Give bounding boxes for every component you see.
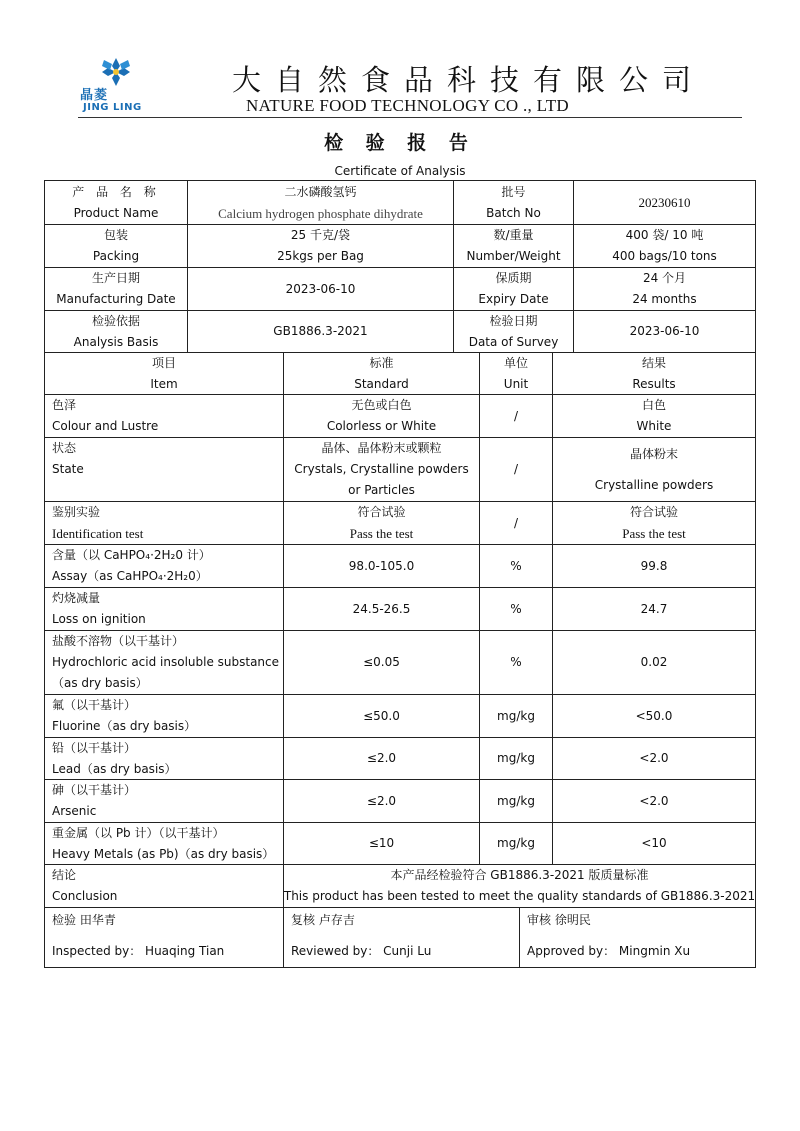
- inspected-by: [45, 908, 283, 967]
- standard-header-cn: 标准: [369, 355, 394, 370]
- result-cn: 符合试验: [629, 505, 678, 519]
- unit-value: mg/kg: [497, 793, 535, 808]
- conclusion-label-en: Conclusion: [52, 889, 118, 903]
- standard-en: Colorless or White: [326, 419, 437, 433]
- packing-label: [45, 225, 187, 267]
- batch-no-label: [453, 181, 573, 224]
- conclusion-text: [283, 865, 755, 907]
- inspector-en: Inspected by： Huaqing Tian: [52, 944, 225, 958]
- unit-value: mg/kg: [497, 708, 535, 723]
- test-row: [45, 779, 755, 822]
- header-rule: [78, 117, 742, 118]
- test-standard: [283, 780, 479, 822]
- test-unit: [479, 738, 552, 779]
- survey-label-en: Data of Survey: [468, 334, 559, 349]
- product-value-cn: 二水磷酸氢钙: [284, 184, 357, 199]
- test-unit: [479, 545, 552, 587]
- item-name-en: Identification test: [52, 526, 144, 541]
- product-label-en: Product Name: [73, 205, 159, 220]
- test-item: [45, 780, 283, 822]
- mfg-label-cn: 生产日期: [91, 271, 140, 285]
- column-header-unit: [479, 353, 552, 394]
- test-standard: [283, 823, 479, 864]
- standard-cn: 晶体、晶体粉末或颗粒: [321, 441, 442, 455]
- test-row: [45, 394, 755, 437]
- test-table-header: [45, 352, 755, 394]
- unit-value: mg/kg: [497, 751, 535, 765]
- test-item: [45, 695, 283, 737]
- approved-by: [519, 908, 755, 967]
- standard-value: ≤0.05: [363, 655, 400, 669]
- unit-value: /: [513, 515, 519, 530]
- unit-value: mg/kg: [497, 836, 535, 850]
- unit-value: %: [510, 558, 522, 573]
- number-label-cn: 数/重量: [493, 228, 534, 242]
- standard-cn: 符合试验: [357, 505, 406, 519]
- number-weight-label: [453, 225, 573, 267]
- info-row-basis: [45, 310, 755, 352]
- expiry-label-en: Expiry Date: [478, 292, 549, 306]
- results-header-en: Results: [632, 376, 676, 391]
- test-result: [552, 823, 755, 864]
- batch-label-cn: 批号: [501, 184, 526, 199]
- test-unit: [479, 438, 552, 501]
- batch-label-en: Batch No: [486, 205, 541, 220]
- test-result: [552, 502, 755, 544]
- test-result: [552, 395, 755, 437]
- approver-cn: 审核 徐明民: [527, 913, 591, 927]
- number-label-en: Number/Weight: [466, 249, 561, 263]
- item-name-cn: 含量（以 CaHPO₄·2H₂0 计）: [52, 548, 211, 562]
- result-value: 24.7: [640, 601, 668, 616]
- logo-chinese-text: 晶菱: [80, 88, 109, 103]
- packing-label-en: Packing: [92, 249, 140, 263]
- packing-value: [187, 225, 453, 267]
- basis-value: GB1886.3-2021: [273, 324, 368, 338]
- result-value: <2.0: [639, 793, 669, 808]
- reviewer-en: Reviewed by： Cunji Lu: [291, 944, 432, 958]
- item-name-en: Arsenic: [52, 804, 97, 818]
- test-item: [45, 545, 283, 587]
- result-cn: 白色: [641, 398, 666, 412]
- logo-english-text: JING LING: [83, 102, 142, 113]
- expiry-date-label: [453, 268, 573, 310]
- standard-value: ≤2.0: [366, 793, 397, 808]
- survey-date-value: [573, 311, 755, 352]
- test-row: [45, 630, 755, 694]
- basis-label-en: Analysis Basis: [73, 334, 159, 349]
- reviewer-cn: 复核 卢存吉: [291, 913, 355, 927]
- item-name-en: Colour and Lustre: [52, 419, 159, 433]
- product-label-cn: 产 品 名 称: [72, 184, 160, 199]
- test-row: [45, 694, 755, 737]
- survey-value: 2023-06-10: [629, 324, 700, 338]
- product-value-en: Calcium hydrogen phosphate dihydrate: [218, 205, 423, 221]
- expiry-value-cn: 24 个月: [642, 271, 687, 285]
- conclusion-text-cn: 本产品经检验符合 GB1886.3-2021 版质量标准: [390, 868, 649, 882]
- standard-cn: 无色或白色: [351, 398, 412, 412]
- standard-en-cont: or Particles: [348, 483, 415, 497]
- unit-value: /: [513, 462, 519, 476]
- test-result: [552, 631, 755, 694]
- certificate-table: [44, 180, 756, 968]
- test-standard: [283, 395, 479, 437]
- item-name-cn: 氟（以干基计）: [52, 698, 137, 712]
- item-name-en: Assay（as CaHPO₄·2H₂0）: [52, 569, 208, 583]
- approver-en: Approved by： Mingmin Xu: [527, 944, 691, 958]
- packing-value-cn: 25 千克/袋: [290, 228, 351, 242]
- test-standard: [283, 545, 479, 587]
- test-standard: [283, 695, 479, 737]
- result-en: Pass the test: [622, 526, 686, 541]
- conclusion-text-en: This product has been tested to meet the quality standards of GB1886.3-2021: [283, 889, 756, 903]
- item-name-en: Heavy Metals (as Pb)（as dry basis）: [52, 846, 275, 861]
- item-name-cn: 状态: [52, 441, 77, 455]
- test-unit: [479, 395, 552, 437]
- number-weight-value: [573, 225, 755, 267]
- test-unit: [479, 780, 552, 822]
- test-standard: [283, 502, 479, 544]
- result-value: <50.0: [635, 708, 673, 723]
- test-unit: [479, 823, 552, 864]
- standard-value: ≤10: [368, 836, 395, 850]
- test-unit: [479, 588, 552, 630]
- unit-value: %: [510, 601, 522, 616]
- item-name-en: Lead（as dry basis）: [52, 761, 177, 776]
- column-header-standard: [283, 353, 479, 394]
- conclusion-label-cn: 结论: [52, 868, 77, 882]
- analysis-basis-value: [187, 311, 453, 352]
- standard-value: 24.5-26.5: [352, 601, 411, 616]
- test-unit: [479, 502, 552, 544]
- result-value: 0.02: [640, 655, 668, 669]
- standard-value: ≤2.0: [366, 751, 397, 765]
- test-item: [45, 502, 283, 544]
- unit-header-cn: 单位: [503, 355, 528, 370]
- info-row-product: [45, 181, 755, 224]
- result-en: White: [636, 419, 672, 433]
- test-unit: [479, 631, 552, 694]
- mfg-value: 2023-06-10: [285, 281, 356, 296]
- item-header-en: Item: [150, 376, 178, 391]
- item-name-en: State: [52, 462, 84, 476]
- test-item: [45, 823, 283, 864]
- basis-label-cn: 检验依据: [91, 313, 140, 328]
- batch-no-value: [573, 181, 755, 224]
- test-item: [45, 438, 283, 501]
- test-result: [552, 695, 755, 737]
- column-header-results: [552, 353, 755, 394]
- test-row: [45, 437, 755, 501]
- item-name-cn: 铅（以干基计）: [52, 740, 137, 755]
- item-header-cn: 项目: [151, 355, 176, 370]
- item-name-en: Fluorine（as dry basis）: [52, 719, 197, 733]
- item-name-en: Hydrochloric acid insoluble substance: [52, 655, 280, 669]
- item-name-en-cont: （as dry basis）: [52, 676, 148, 690]
- test-item: [45, 588, 283, 630]
- unit-value: %: [510, 655, 522, 669]
- test-row: [45, 737, 755, 779]
- mfg-label-en: Manufacturing Date: [56, 292, 176, 306]
- test-item: [45, 631, 283, 694]
- company-name-english: NATURE FOOD TECHNOLOGY CO ., LTD: [246, 96, 570, 115]
- result-value: 99.8: [640, 558, 668, 573]
- conclusion-label: [45, 865, 283, 907]
- standard-en: Crystals, Crystalline powders: [294, 462, 469, 476]
- product-name-label: [45, 181, 187, 224]
- test-item: [45, 738, 283, 779]
- survey-date-label: [453, 311, 573, 352]
- company-name-chinese: 大自然食品科技有限公司: [232, 63, 706, 97]
- signature-row: [45, 907, 755, 967]
- number-value-cn: 400 袋/ 10 吨: [625, 228, 704, 242]
- test-result: [552, 545, 755, 587]
- item-name-cn: 灼烧减量: [52, 591, 101, 605]
- info-row-packing: [45, 224, 755, 267]
- unit-value: /: [513, 408, 519, 423]
- result-en: Crystalline powders: [594, 477, 714, 492]
- standard-en: Pass the test: [349, 526, 414, 541]
- test-row: [45, 501, 755, 544]
- item-name-en: Loss on ignition: [52, 612, 146, 626]
- test-item: [45, 395, 283, 437]
- report-title-chinese: 检 验 报 告: [324, 132, 476, 154]
- standard-header-en: Standard: [354, 376, 409, 391]
- item-name-cn: 鉴别实验: [52, 505, 101, 519]
- report-title-english: Certificate of Analysis: [334, 164, 466, 178]
- item-name-cn: 砷（以干基计）: [52, 783, 137, 797]
- test-standard: [283, 738, 479, 779]
- test-row: [45, 587, 755, 630]
- item-name-cn: 重金属（以 Pb 计）（以干基计）: [52, 825, 225, 840]
- packing-label-cn: 包装: [103, 228, 128, 242]
- manufacturing-date-label: [45, 268, 187, 310]
- packing-value-en: 25kgs per Bag: [277, 249, 364, 263]
- item-name-cn: 盐酸不溶物（以干基计）: [52, 634, 185, 648]
- test-standard: [283, 588, 479, 630]
- test-row: [45, 822, 755, 864]
- inspector-cn: 检验 田华青: [52, 913, 116, 927]
- test-result: [552, 780, 755, 822]
- product-name-value: [187, 181, 453, 224]
- number-value-en: 400 bags/10 tons: [612, 249, 717, 263]
- test-unit: [479, 695, 552, 737]
- company-logo: [78, 56, 158, 114]
- test-standard: [283, 631, 479, 694]
- conclusion-row: [45, 864, 755, 907]
- standard-value: ≤50.0: [363, 708, 400, 723]
- result-value: <10: [641, 836, 667, 850]
- survey-label-cn: 检验日期: [489, 313, 538, 328]
- results-header-cn: 结果: [641, 355, 666, 370]
- column-header-item: [45, 353, 283, 394]
- standard-value: 98.0-105.0: [348, 558, 415, 573]
- test-result: [552, 438, 755, 501]
- item-name-cn: 色泽: [52, 398, 77, 412]
- expiry-date-value: [573, 268, 755, 310]
- expiry-label-cn: 保质期: [495, 271, 532, 285]
- expiry-value-en: 24 months: [632, 292, 697, 306]
- info-row-dates: [45, 267, 755, 310]
- manufacturing-date-value: [187, 268, 453, 310]
- analysis-basis-label: [45, 311, 187, 352]
- result-value: <2.0: [639, 751, 669, 765]
- test-row: [45, 544, 755, 587]
- reviewed-by: [283, 908, 519, 967]
- unit-header-en: Unit: [503, 376, 529, 391]
- test-result: [552, 588, 755, 630]
- test-result: [552, 738, 755, 779]
- result-cn: 晶体粉末: [629, 446, 678, 461]
- test-standard: [283, 438, 479, 501]
- batch-value: 20230610: [638, 195, 691, 210]
